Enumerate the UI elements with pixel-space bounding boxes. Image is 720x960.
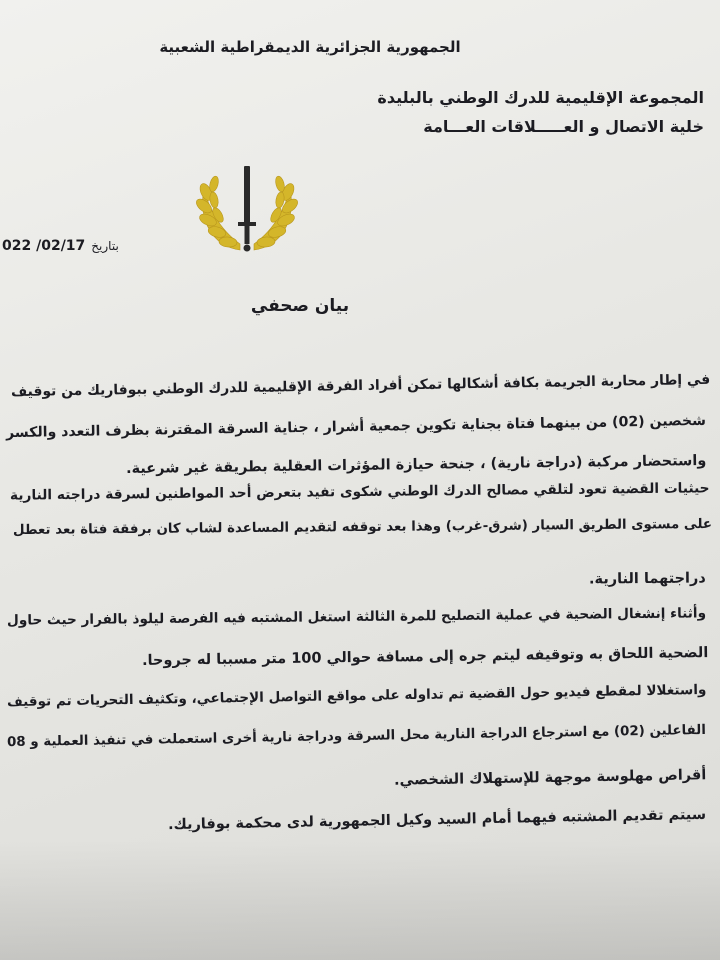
date-value: 022 /02/17 [2,238,86,254]
body-line-7: وأثناء إنشغال الضحية في عملية التصليح للمرة الثالثة استغل المشتبه فيه الفرصة ليلوذ بالفرار حيث حاول [6,605,707,629]
body-line-4: حيثيات القضية تعود لتلقي مصالح الدرك الوطني شكوى تفيد بتعرض أحد المواطنين لسرقة دراجته النارية [10,480,711,504]
body-line-9: واستغلالا لمقطع فيديو حول القضية تم تداوله على مواقع التواصل الإجتماعي، وتكثيف التحريات تم توقيف [6,681,707,711]
body-line-12: سيتم تقديم المشتبه فيهما أمام السيد وكيل الجمهورية لدى محكمة بوفاريك. [167,806,707,834]
press-release-title: بيان صحفي [250,296,350,316]
body-line-6: دراجتهما النارية. [589,570,707,588]
body-line-5: على مستوى الطريق السيار (شرق-غرب) وهذا بعد توقفه لتقديم المساعدة لشاب كان برفقة فتاة بعد تعطل [12,516,713,539]
body-line-2: شخصين (02) من بينهما فتاة بجناية تكوين جمعية أشرار ، جناية السرقة المقترنة بظرف التعدد والكسر [5,412,707,442]
body-line-1: في إطار محاربة الجريمة بكافة أشكالها تمكن أفراد الفرقة الإقليمية للدرك الوطني ببوفاريك من توقيف [10,371,711,401]
body-line-8: الضحية اللحاق به وتوقيفه ليتم جره إلى مسافة حوالي 100 متر مسببا له جروحا. [141,645,709,669]
communication-cell-header: خلية الاتصال و العـــــلاقات العـــامة [423,117,704,136]
body-line-11: أقراص مهلوسة موجهة للإستهلاك الشخصي. [393,767,707,789]
paper-shadow [0,840,720,960]
date-label: بتاريخ [91,239,119,253]
body-line-3: واستحضار مركبة (دراجة نارية) ، جنحة حيازة المؤثرات العقلية بطريقة غير شرعية. [125,452,707,478]
republic-header: الجمهورية الجزائرية الديمقراطية الشعبية [159,38,461,56]
regional-group-header: المجموعة الإقليمية للدرك الوطني بالبليدة [377,88,704,107]
release-date [2,238,119,254]
body-line-10: الفاعلين (02) مع استرجاع الدراجة النارية محل السرقة ودراجة نارية أخرى استعملت في تنفيذ العملية و 08 [7,722,707,751]
gendarmerie-emblem-icon [192,158,302,258]
